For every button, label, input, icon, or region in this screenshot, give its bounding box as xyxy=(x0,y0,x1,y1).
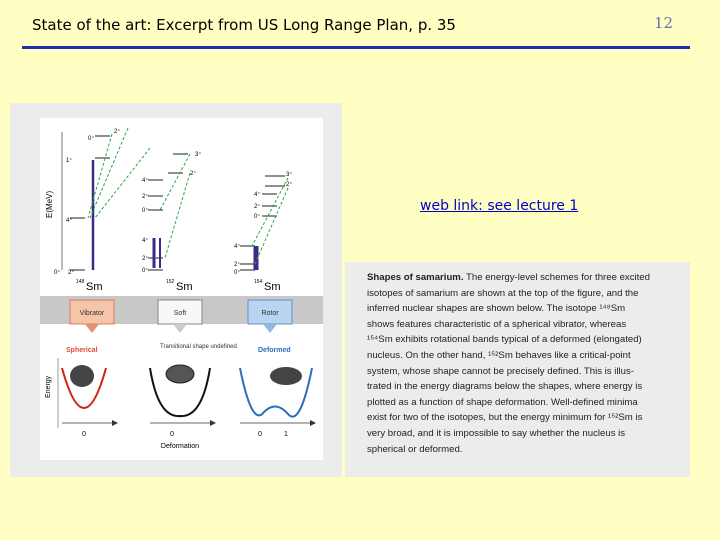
svg-text:2⁺: 2⁺ xyxy=(68,270,75,276)
slide-title: State of the art: Excerpt from US Long Range Plan, p. 35 xyxy=(32,16,456,34)
caption-line: system, whose shape cannot be precisely defined. This is illus- xyxy=(367,365,634,377)
caption-line: exist for two of the isotopes, but the energy minimum for ¹⁵²Sm is xyxy=(367,412,643,424)
svg-text:154: 154 xyxy=(254,279,263,285)
vibrator-arrow xyxy=(85,324,99,333)
deformed-label: Deformed xyxy=(258,347,291,354)
isotope-label-148 xyxy=(76,279,103,293)
deformation-label: Deformation xyxy=(160,443,200,450)
svg-text:2⁺: 2⁺ xyxy=(114,129,121,135)
tick-beta: 1 xyxy=(284,431,288,438)
transitional-label: Transitional shape undefined xyxy=(160,344,237,350)
tick-zero-2: 0 xyxy=(170,431,174,438)
tick-zero-1: 0 xyxy=(82,431,86,438)
svg-text:Rotor: Rotor xyxy=(261,310,279,317)
svg-text:4⁺: 4⁺ xyxy=(66,218,73,224)
svg-text:0⁺: 0⁺ xyxy=(142,208,149,214)
svg-text:3⁺: 3⁺ xyxy=(286,172,293,178)
svg-text:1⁺: 1⁺ xyxy=(66,158,73,164)
svg-text:Vibrator: Vibrator xyxy=(79,310,105,317)
isotope-label-152 xyxy=(166,279,193,293)
title-divider xyxy=(22,46,690,49)
vibrator-box xyxy=(70,300,114,324)
energy-label: Energy xyxy=(45,375,52,398)
svg-text:2⁺: 2⁺ xyxy=(190,171,197,177)
caption-line: inferred nuclear shapes are shown below. The isotope ¹⁴⁸Sm xyxy=(367,303,626,315)
level-scheme-148 xyxy=(54,128,150,276)
svg-text:2⁺: 2⁺ xyxy=(234,262,241,268)
rotor-arrow xyxy=(263,324,277,333)
caption-line: very broad, and it is impossible to say whether the nucleus is xyxy=(367,427,626,439)
transitional-nucleus xyxy=(166,365,194,383)
lecture-web-link[interactable]: web link: see lecture 1 xyxy=(420,198,579,214)
svg-text:0⁺: 0⁺ xyxy=(234,270,241,276)
caption-line: shows features characteristic of a spherical vibrator, whereas xyxy=(367,318,627,330)
spherical-nucleus xyxy=(70,365,94,387)
svg-text:4⁺: 4⁺ xyxy=(142,178,149,184)
isotope-label-154 xyxy=(254,279,281,293)
svg-text:0⁺: 0⁺ xyxy=(54,270,61,276)
svg-text:4⁺: 4⁺ xyxy=(254,192,261,198)
tick-zero-3: 0 xyxy=(258,431,262,438)
svg-text:2⁺: 2⁺ xyxy=(286,182,293,188)
svg-text:0⁺: 0⁺ xyxy=(142,268,149,274)
level-scheme-152 xyxy=(142,151,202,274)
svg-text:148: 148 xyxy=(76,279,85,285)
svg-text:0⁺: 0⁺ xyxy=(88,136,95,142)
caption-line: The energy-level schemes for three excited xyxy=(466,272,650,283)
rotor-box xyxy=(248,300,292,324)
svg-text:152: 152 xyxy=(166,279,175,285)
caption-heading: Shapes of samarium. xyxy=(367,272,464,283)
deformed-nucleus xyxy=(270,367,302,385)
svg-text:3⁺: 3⁺ xyxy=(195,152,202,158)
svg-text:2⁺: 2⁺ xyxy=(142,256,149,262)
caption-line: nucleus. On the other hand, ¹⁵²Sm behaves like a critical-point xyxy=(367,349,631,361)
soft-arrow xyxy=(173,324,187,333)
svg-text:Sm: Sm xyxy=(176,281,193,293)
svg-text:4⁺: 4⁺ xyxy=(142,238,149,244)
caption-line: plotted as a function of shape deformation. Well-defined minima xyxy=(367,396,638,408)
figure-canvas xyxy=(40,118,323,460)
caption-line: spherical or deformed. xyxy=(367,443,463,455)
soft-box xyxy=(158,300,202,324)
svg-text:4⁺: 4⁺ xyxy=(234,244,241,250)
svg-text:2⁺: 2⁺ xyxy=(142,194,149,200)
spherical-label: Spherical xyxy=(66,347,98,354)
svg-text:2⁺: 2⁺ xyxy=(254,204,261,210)
caption-box xyxy=(345,262,690,477)
level-scheme-154 xyxy=(234,171,293,276)
svg-text:Sm: Sm xyxy=(86,281,103,293)
page-number: 12 xyxy=(654,14,674,32)
caption-text xyxy=(367,270,678,457)
svg-text:Soft: Soft xyxy=(173,310,187,317)
caption-line: ¹⁵⁴Sm exhibits rotational bands typical of a deformed (elongated) xyxy=(367,334,642,346)
samarium-figure xyxy=(40,118,323,460)
energy-mev-label: E(MeV) xyxy=(45,190,54,218)
svg-text:0⁺: 0⁺ xyxy=(254,214,261,220)
svg-text:Sm: Sm xyxy=(264,281,281,293)
caption-line: trated in the energy diagrams below the shapes, where energy is xyxy=(367,381,643,393)
caption-line: isotopes of samarium are shown at the top of the figure, and the xyxy=(367,287,639,299)
